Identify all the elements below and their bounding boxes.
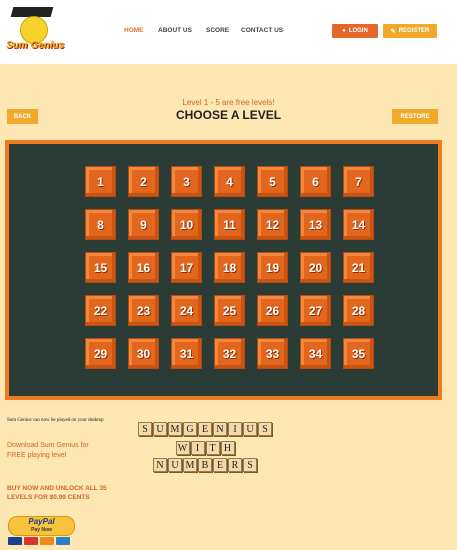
- letter-tile: G: [183, 422, 197, 436]
- level-tile-14[interactable]: 14: [343, 209, 374, 240]
- amex-icon: [56, 537, 70, 545]
- letter-tile: R: [228, 458, 242, 472]
- letter-tile: H: [221, 441, 235, 455]
- login-label: LOGIN: [348, 28, 368, 34]
- register-label: REGISTER: [398, 28, 430, 34]
- level-tile-35[interactable]: 35: [343, 338, 374, 369]
- letter-tile: I: [191, 441, 205, 455]
- letter-tile: S: [258, 422, 272, 436]
- level-tile-31[interactable]: 31: [171, 338, 202, 369]
- login-button[interactable]: [332, 24, 378, 38]
- user-icon: ●: [342, 28, 346, 34]
- site-header: [0, 0, 457, 64]
- level-tile-21[interactable]: 21: [343, 252, 374, 283]
- level-tile-16[interactable]: 16: [128, 252, 159, 283]
- level-tile-34[interactable]: 34: [300, 338, 331, 369]
- level-tile-12[interactable]: 12: [257, 209, 288, 240]
- nav-score[interactable]: SCORE: [206, 27, 230, 34]
- level-tile-6[interactable]: 6: [300, 166, 331, 197]
- page-title: CHOOSE A LEVEL: [175, 108, 282, 122]
- letter-tile: S: [138, 422, 152, 436]
- level-tile-19[interactable]: 19: [257, 252, 288, 283]
- level-tile-10[interactable]: 10: [171, 209, 202, 240]
- discover-icon: [40, 537, 54, 545]
- level-tile-18[interactable]: 18: [214, 252, 245, 283]
- level-tile-3[interactable]: 3: [171, 166, 202, 197]
- nav-about-us[interactable]: ABOUT US: [158, 27, 192, 34]
- level-tile-2[interactable]: 2: [128, 166, 159, 197]
- letter-tile: U: [168, 458, 182, 472]
- letter-tile: U: [243, 422, 257, 436]
- letter-tile: B: [198, 458, 212, 472]
- level-tile-20[interactable]: 20: [300, 252, 331, 283]
- back-button[interactable]: BACK: [7, 109, 38, 124]
- tagline-row: [138, 422, 272, 436]
- level-tile-13[interactable]: 13: [300, 209, 331, 240]
- payment-cards: [8, 537, 70, 545]
- logo-text: Sum Genius: [6, 40, 65, 51]
- visa-icon: [8, 537, 22, 545]
- download-link[interactable]: Download Sum Genius for FREE playing level: [7, 442, 89, 459]
- level-tile-22[interactable]: 22: [85, 295, 116, 326]
- level-tile-29[interactable]: 29: [85, 338, 116, 369]
- mastercard-icon: [24, 537, 38, 545]
- level-tile-11[interactable]: 11: [214, 209, 245, 240]
- level-tile-9[interactable]: 9: [128, 209, 159, 240]
- letter-tile: U: [153, 422, 167, 436]
- level-tile-5[interactable]: 5: [257, 166, 288, 197]
- nav-contact-us[interactable]: CONTACT US: [241, 27, 284, 34]
- level-tile-15[interactable]: 15: [85, 252, 116, 283]
- level-tile-28[interactable]: 28: [343, 295, 374, 326]
- letter-tile: M: [168, 422, 182, 436]
- restore-button[interactable]: RESTORE: [392, 109, 438, 124]
- level-tile-25[interactable]: 25: [214, 295, 245, 326]
- level-tile-1[interactable]: 1: [85, 166, 116, 197]
- level-tile-23[interactable]: 23: [128, 295, 159, 326]
- letter-tile: N: [213, 422, 227, 436]
- level-tile-4[interactable]: 4: [214, 166, 245, 197]
- letter-tile: W: [176, 441, 190, 455]
- level-tile-32[interactable]: 32: [214, 338, 245, 369]
- nav-home[interactable]: HOME: [124, 27, 144, 34]
- buy-now-link[interactable]: BUY NOW AND UNLOCK ALL 35 LEVELS FOR $0.99 CENTS: [7, 485, 107, 501]
- level-tile-33[interactable]: 33: [257, 338, 288, 369]
- letter-tile: E: [213, 458, 227, 472]
- level-tile-24[interactable]: 24: [171, 295, 202, 326]
- level-board: [5, 140, 442, 400]
- level-tile-26[interactable]: 26: [257, 295, 288, 326]
- letter-tile: T: [206, 441, 220, 455]
- level-tile-7[interactable]: 7: [343, 166, 374, 197]
- edit-icon: ✎: [390, 28, 396, 35]
- level-tile-30[interactable]: 30: [128, 338, 159, 369]
- level-tile-17[interactable]: 17: [171, 252, 202, 283]
- tagline-row: [176, 441, 235, 455]
- letter-tile: I: [228, 422, 242, 436]
- level-tile-8[interactable]: 8: [85, 209, 116, 240]
- paypal-sub-label: Pay Now: [31, 527, 52, 533]
- paypal-label: PayPal: [28, 517, 55, 526]
- letter-tile: N: [153, 458, 167, 472]
- letter-tile: M: [183, 458, 197, 472]
- sum-genius-logo[interactable]: [6, 4, 70, 60]
- tagline-row: [153, 458, 257, 472]
- register-button[interactable]: [383, 24, 437, 38]
- paypal-pay-now-button[interactable]: [8, 516, 75, 536]
- desktop-note: Sum Genius can now be played on your desktop: [7, 418, 104, 423]
- level-tile-27[interactable]: 27: [300, 295, 331, 326]
- letter-tile: E: [198, 422, 212, 436]
- free-levels-note: Level 1 - 5 are free levels!: [182, 98, 275, 107]
- letter-tile: S: [243, 458, 257, 472]
